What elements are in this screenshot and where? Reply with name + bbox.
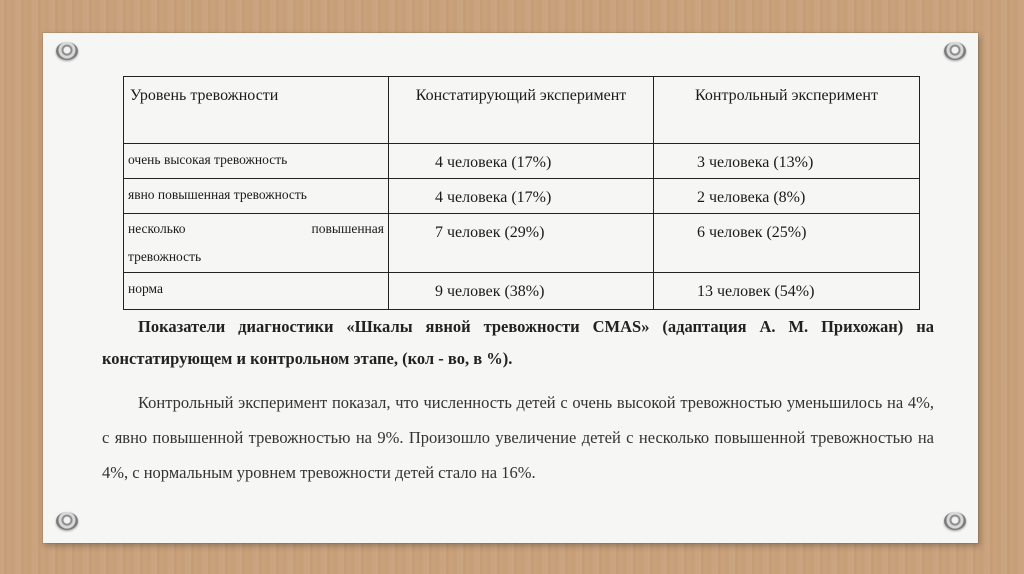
table-cell xyxy=(389,214,654,273)
table-row xyxy=(124,179,920,214)
table-cell xyxy=(124,214,389,273)
table-cell xyxy=(124,144,389,179)
anxiety-table xyxy=(123,76,920,310)
level-word: повышенная xyxy=(311,221,384,236)
header-control: Контрольный эксперимент xyxy=(695,87,878,104)
ascertaining-value: 4 человека (17%) xyxy=(435,189,552,206)
pin-icon xyxy=(944,42,966,60)
table-cell xyxy=(389,179,654,214)
pin-icon xyxy=(56,42,78,60)
table-cell xyxy=(389,273,654,310)
ascertaining-value: 7 человек (29%) xyxy=(435,224,545,241)
table-caption: Показатели диагностики «Шкалы явной тревожности CMAS» (адаптация А. М. Прихожан) на констатирующем и контрольном этапе, (кол - во, в %). xyxy=(102,317,934,368)
pin-icon xyxy=(944,512,966,530)
ascertaining-value: 4 человека (17%) xyxy=(435,154,552,171)
level-label: норма xyxy=(128,281,163,296)
table-row xyxy=(124,273,920,310)
table-cell xyxy=(654,273,920,310)
level-label: явно повышенная тревожность xyxy=(128,187,307,202)
table-header-row xyxy=(124,77,920,144)
level-label xyxy=(124,214,388,264)
ascertaining-value: 9 человек (38%) xyxy=(435,283,545,300)
header-level: Уровень тревожности xyxy=(130,87,279,104)
header-cell xyxy=(654,77,920,144)
level-label-line xyxy=(128,222,384,236)
control-value: 13 человек (54%) xyxy=(697,283,815,300)
table-row xyxy=(124,214,920,273)
table-cell xyxy=(654,144,920,179)
header-cell xyxy=(389,77,654,144)
header-cell xyxy=(124,77,389,144)
level-label: очень высокая тревожность xyxy=(128,152,288,167)
table-cell xyxy=(389,144,654,179)
control-value: 2 человека (8%) xyxy=(697,189,806,206)
level-word: несколько xyxy=(128,221,186,236)
control-value: 6 человек (25%) xyxy=(697,224,807,241)
level-word: тревожность xyxy=(128,249,202,264)
pin-icon xyxy=(56,512,78,530)
table-cell xyxy=(654,214,920,273)
table-row xyxy=(124,144,920,179)
header-ascertaining: Констатирующий эксперимент xyxy=(415,87,627,104)
table-cell xyxy=(124,273,389,310)
control-value: 3 человека (13%) xyxy=(697,154,814,171)
conclusion-paragraph: Контрольный эксперимент показал, что численность детей с очень высокой тревожностью уменьшилось на 4%, с явно повышенной тревожностью на 9%. Произошло увеличение детей с несколько повышенной тревожностью на 4%, с нормальным уровнем тревожности детей стало на 16%. xyxy=(102,393,934,482)
table-cell xyxy=(654,179,920,214)
table-cell xyxy=(124,179,389,214)
